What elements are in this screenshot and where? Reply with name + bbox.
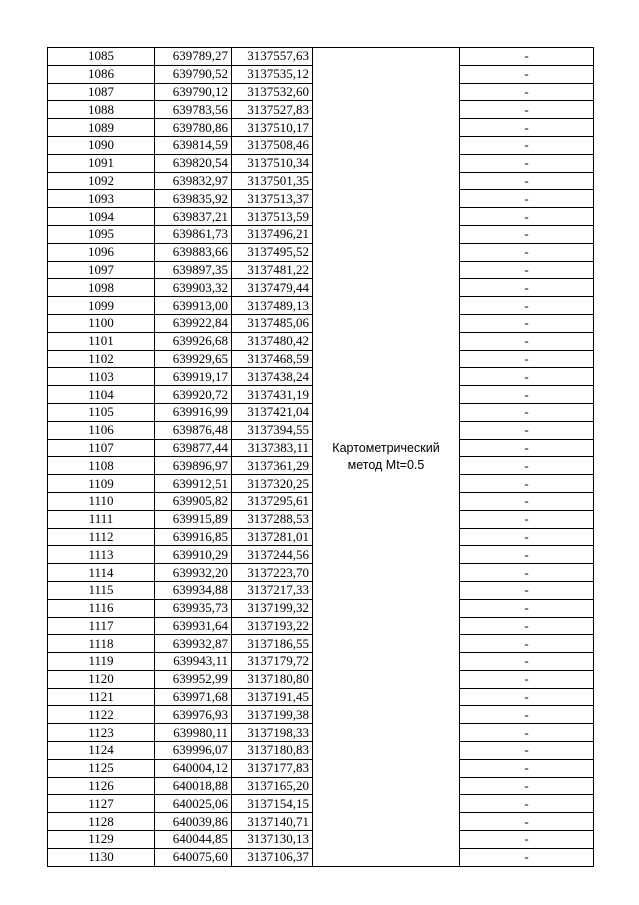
y-coordinate-cell: 3137179,72 — [232, 653, 313, 671]
y-coordinate-cell: 3137320,25 — [232, 475, 313, 493]
table-row — [48, 48, 594, 66]
x-coordinate-cell: 639920,72 — [155, 386, 232, 404]
point-number-cell: 1103 — [48, 368, 155, 386]
point-number-cell: 1085 — [48, 48, 155, 66]
point-number-cell: 1118 — [48, 635, 155, 653]
value-cell: - — [460, 475, 594, 493]
value-cell: - — [460, 332, 594, 350]
value-cell: - — [460, 439, 594, 457]
y-coordinate-cell: 3137485,06 — [232, 314, 313, 332]
y-coordinate-cell: 3137180,83 — [232, 742, 313, 760]
y-coordinate-cell: 3137130,13 — [232, 831, 313, 849]
value-cell: - — [460, 119, 594, 137]
point-number-cell: 1110 — [48, 492, 155, 510]
x-coordinate-cell: 639971,68 — [155, 688, 232, 706]
x-coordinate-cell: 639903,32 — [155, 279, 232, 297]
value-cell: - — [460, 724, 594, 742]
y-coordinate-cell: 3137479,44 — [232, 279, 313, 297]
value-cell: - — [460, 617, 594, 635]
x-coordinate-cell: 640004,12 — [155, 759, 232, 777]
x-coordinate-cell: 639790,12 — [155, 83, 232, 101]
y-coordinate-cell: 3137513,59 — [232, 208, 313, 226]
value-cell: - — [460, 65, 594, 83]
x-coordinate-cell: 640025,06 — [155, 795, 232, 813]
value-cell: - — [460, 154, 594, 172]
y-coordinate-cell: 3137140,71 — [232, 813, 313, 831]
x-coordinate-cell: 639780,86 — [155, 119, 232, 137]
value-cell: - — [460, 510, 594, 528]
point-number-cell: 1090 — [48, 136, 155, 154]
value-cell: - — [460, 314, 594, 332]
y-coordinate-cell: 3137361,29 — [232, 457, 313, 475]
x-coordinate-cell: 639832,97 — [155, 172, 232, 190]
y-coordinate-cell: 3137508,46 — [232, 136, 313, 154]
method-cell — [313, 48, 460, 867]
point-number-cell: 1126 — [48, 777, 155, 795]
point-number-cell: 1130 — [48, 848, 155, 866]
y-coordinate-cell: 3137199,32 — [232, 599, 313, 617]
value-cell: - — [460, 688, 594, 706]
value-cell: - — [460, 48, 594, 66]
point-number-cell: 1095 — [48, 225, 155, 243]
y-coordinate-cell: 3137496,21 — [232, 225, 313, 243]
x-coordinate-cell: 639922,84 — [155, 314, 232, 332]
y-coordinate-cell: 3137165,20 — [232, 777, 313, 795]
y-coordinate-cell: 3137198,33 — [232, 724, 313, 742]
x-coordinate-cell: 639876,48 — [155, 421, 232, 439]
x-coordinate-cell: 639905,82 — [155, 492, 232, 510]
y-coordinate-cell: 3137510,34 — [232, 154, 313, 172]
point-number-cell: 1106 — [48, 421, 155, 439]
value-cell: - — [460, 528, 594, 546]
point-number-cell: 1114 — [48, 564, 155, 582]
y-coordinate-cell: 3137288,53 — [232, 510, 313, 528]
y-coordinate-cell: 3137193,22 — [232, 617, 313, 635]
point-number-cell: 1105 — [48, 403, 155, 421]
point-number-cell: 1088 — [48, 101, 155, 119]
point-number-cell: 1128 — [48, 813, 155, 831]
y-coordinate-cell: 3137177,83 — [232, 759, 313, 777]
y-coordinate-cell: 3137191,45 — [232, 688, 313, 706]
value-cell: - — [460, 403, 594, 421]
x-coordinate-cell: 640018,88 — [155, 777, 232, 795]
y-coordinate-cell: 3137481,22 — [232, 261, 313, 279]
value-cell: - — [460, 83, 594, 101]
x-coordinate-cell: 639897,35 — [155, 261, 232, 279]
x-coordinate-cell: 639926,68 — [155, 332, 232, 350]
value-cell: - — [460, 742, 594, 760]
y-coordinate-cell: 3137510,17 — [232, 119, 313, 137]
x-coordinate-cell: 639912,51 — [155, 475, 232, 493]
y-coordinate-cell: 3137527,83 — [232, 101, 313, 119]
y-coordinate-cell: 3137468,59 — [232, 350, 313, 368]
y-coordinate-cell: 3137513,37 — [232, 190, 313, 208]
point-number-cell: 1119 — [48, 653, 155, 671]
x-coordinate-cell: 639935,73 — [155, 599, 232, 617]
point-number-cell: 1127 — [48, 795, 155, 813]
value-cell: - — [460, 368, 594, 386]
y-coordinate-cell: 3137244,56 — [232, 546, 313, 564]
x-coordinate-cell: 639952,99 — [155, 670, 232, 688]
value-cell: - — [460, 581, 594, 599]
point-number-cell: 1089 — [48, 119, 155, 137]
x-coordinate-cell: 639915,89 — [155, 510, 232, 528]
value-cell: - — [460, 831, 594, 849]
point-number-cell: 1117 — [48, 617, 155, 635]
y-coordinate-cell: 3137186,55 — [232, 635, 313, 653]
x-coordinate-cell: 639783,56 — [155, 101, 232, 119]
point-number-cell: 1099 — [48, 297, 155, 315]
y-coordinate-cell: 3137223,70 — [232, 564, 313, 582]
point-number-cell: 1107 — [48, 439, 155, 457]
y-coordinate-cell: 3137495,52 — [232, 243, 313, 261]
y-coordinate-cell: 3137217,33 — [232, 581, 313, 599]
value-cell: - — [460, 225, 594, 243]
coordinates-table — [47, 47, 594, 867]
point-number-cell: 1123 — [48, 724, 155, 742]
x-coordinate-cell: 639837,21 — [155, 208, 232, 226]
x-coordinate-cell: 640075,60 — [155, 848, 232, 866]
value-cell: - — [460, 492, 594, 510]
value-cell: - — [460, 297, 594, 315]
point-number-cell: 1092 — [48, 172, 155, 190]
point-number-cell: 1100 — [48, 314, 155, 332]
x-coordinate-cell: 639932,87 — [155, 635, 232, 653]
x-coordinate-cell: 639916,99 — [155, 403, 232, 421]
point-number-cell: 1108 — [48, 457, 155, 475]
value-cell: - — [460, 261, 594, 279]
point-number-cell: 1102 — [48, 350, 155, 368]
value-cell: - — [460, 795, 594, 813]
value-cell: - — [460, 848, 594, 866]
y-coordinate-cell: 3137438,24 — [232, 368, 313, 386]
point-number-cell: 1098 — [48, 279, 155, 297]
point-number-cell: 1124 — [48, 742, 155, 760]
method-accuracy: метод Mt=0.5 — [347, 457, 425, 472]
value-cell: - — [460, 653, 594, 671]
point-number-cell: 1086 — [48, 65, 155, 83]
y-coordinate-cell: 3137489,13 — [232, 297, 313, 315]
value-cell: - — [460, 101, 594, 119]
y-coordinate-cell: 3137295,61 — [232, 492, 313, 510]
y-coordinate-cell: 3137557,63 — [232, 48, 313, 66]
x-coordinate-cell: 639932,20 — [155, 564, 232, 582]
y-coordinate-cell: 3137199,38 — [232, 706, 313, 724]
x-coordinate-cell: 639916,85 — [155, 528, 232, 546]
point-number-cell: 1091 — [48, 154, 155, 172]
point-number-cell: 1112 — [48, 528, 155, 546]
x-coordinate-cell: 639820,54 — [155, 154, 232, 172]
y-coordinate-cell: 3137394,55 — [232, 421, 313, 439]
x-coordinate-cell: 640044,85 — [155, 831, 232, 849]
point-number-cell: 1087 — [48, 83, 155, 101]
value-cell: - — [460, 457, 594, 475]
value-cell: - — [460, 670, 594, 688]
x-coordinate-cell: 639931,64 — [155, 617, 232, 635]
value-cell: - — [460, 546, 594, 564]
point-number-cell: 1129 — [48, 831, 155, 849]
value-cell: - — [460, 243, 594, 261]
coordinates-table-body — [48, 48, 594, 867]
value-cell: - — [460, 759, 594, 777]
value-cell: - — [460, 386, 594, 404]
value-cell: - — [460, 350, 594, 368]
x-coordinate-cell: 639877,44 — [155, 439, 232, 457]
x-coordinate-cell: 639913,00 — [155, 297, 232, 315]
point-number-cell: 1104 — [48, 386, 155, 404]
x-coordinate-cell: 639996,07 — [155, 742, 232, 760]
value-cell: - — [460, 599, 594, 617]
point-number-cell: 1096 — [48, 243, 155, 261]
x-coordinate-cell: 639980,11 — [155, 724, 232, 742]
x-coordinate-cell: 639976,93 — [155, 706, 232, 724]
x-coordinate-cell: 639789,27 — [155, 48, 232, 66]
x-coordinate-cell: 640039,86 — [155, 813, 232, 831]
point-number-cell: 1113 — [48, 546, 155, 564]
y-coordinate-cell: 3137154,15 — [232, 795, 313, 813]
point-number-cell: 1122 — [48, 706, 155, 724]
value-cell: - — [460, 421, 594, 439]
point-number-cell: 1101 — [48, 332, 155, 350]
x-coordinate-cell: 639790,52 — [155, 65, 232, 83]
x-coordinate-cell: 639929,65 — [155, 350, 232, 368]
x-coordinate-cell: 639883,66 — [155, 243, 232, 261]
point-number-cell: 1116 — [48, 599, 155, 617]
point-number-cell: 1115 — [48, 581, 155, 599]
value-cell: - — [460, 777, 594, 795]
y-coordinate-cell: 3137535,12 — [232, 65, 313, 83]
y-coordinate-cell: 3137421,04 — [232, 403, 313, 421]
point-number-cell: 1125 — [48, 759, 155, 777]
point-number-cell: 1109 — [48, 475, 155, 493]
y-coordinate-cell: 3137281,01 — [232, 528, 313, 546]
value-cell: - — [460, 208, 594, 226]
value-cell: - — [460, 136, 594, 154]
x-coordinate-cell: 639934,88 — [155, 581, 232, 599]
value-cell: - — [460, 635, 594, 653]
point-number-cell: 1121 — [48, 688, 155, 706]
y-coordinate-cell: 3137501,35 — [232, 172, 313, 190]
value-cell: - — [460, 172, 594, 190]
value-cell: - — [460, 564, 594, 582]
y-coordinate-cell: 3137431,19 — [232, 386, 313, 404]
x-coordinate-cell: 639910,29 — [155, 546, 232, 564]
y-coordinate-cell: 3137180,80 — [232, 670, 313, 688]
x-coordinate-cell: 639814,59 — [155, 136, 232, 154]
x-coordinate-cell: 639861,73 — [155, 225, 232, 243]
point-number-cell: 1097 — [48, 261, 155, 279]
method-name: Картометрический — [332, 440, 440, 455]
y-coordinate-cell: 3137106,37 — [232, 848, 313, 866]
y-coordinate-cell: 3137532,60 — [232, 83, 313, 101]
y-coordinate-cell: 3137480,42 — [232, 332, 313, 350]
value-cell: - — [460, 190, 594, 208]
x-coordinate-cell: 639919,17 — [155, 368, 232, 386]
point-number-cell: 1093 — [48, 190, 155, 208]
value-cell: - — [460, 279, 594, 297]
point-number-cell: 1111 — [48, 510, 155, 528]
point-number-cell: 1120 — [48, 670, 155, 688]
y-coordinate-cell: 3137383,11 — [232, 439, 313, 457]
x-coordinate-cell: 639835,92 — [155, 190, 232, 208]
value-cell: - — [460, 706, 594, 724]
x-coordinate-cell: 639943,11 — [155, 653, 232, 671]
point-number-cell: 1094 — [48, 208, 155, 226]
x-coordinate-cell: 639896,97 — [155, 457, 232, 475]
value-cell: - — [460, 813, 594, 831]
